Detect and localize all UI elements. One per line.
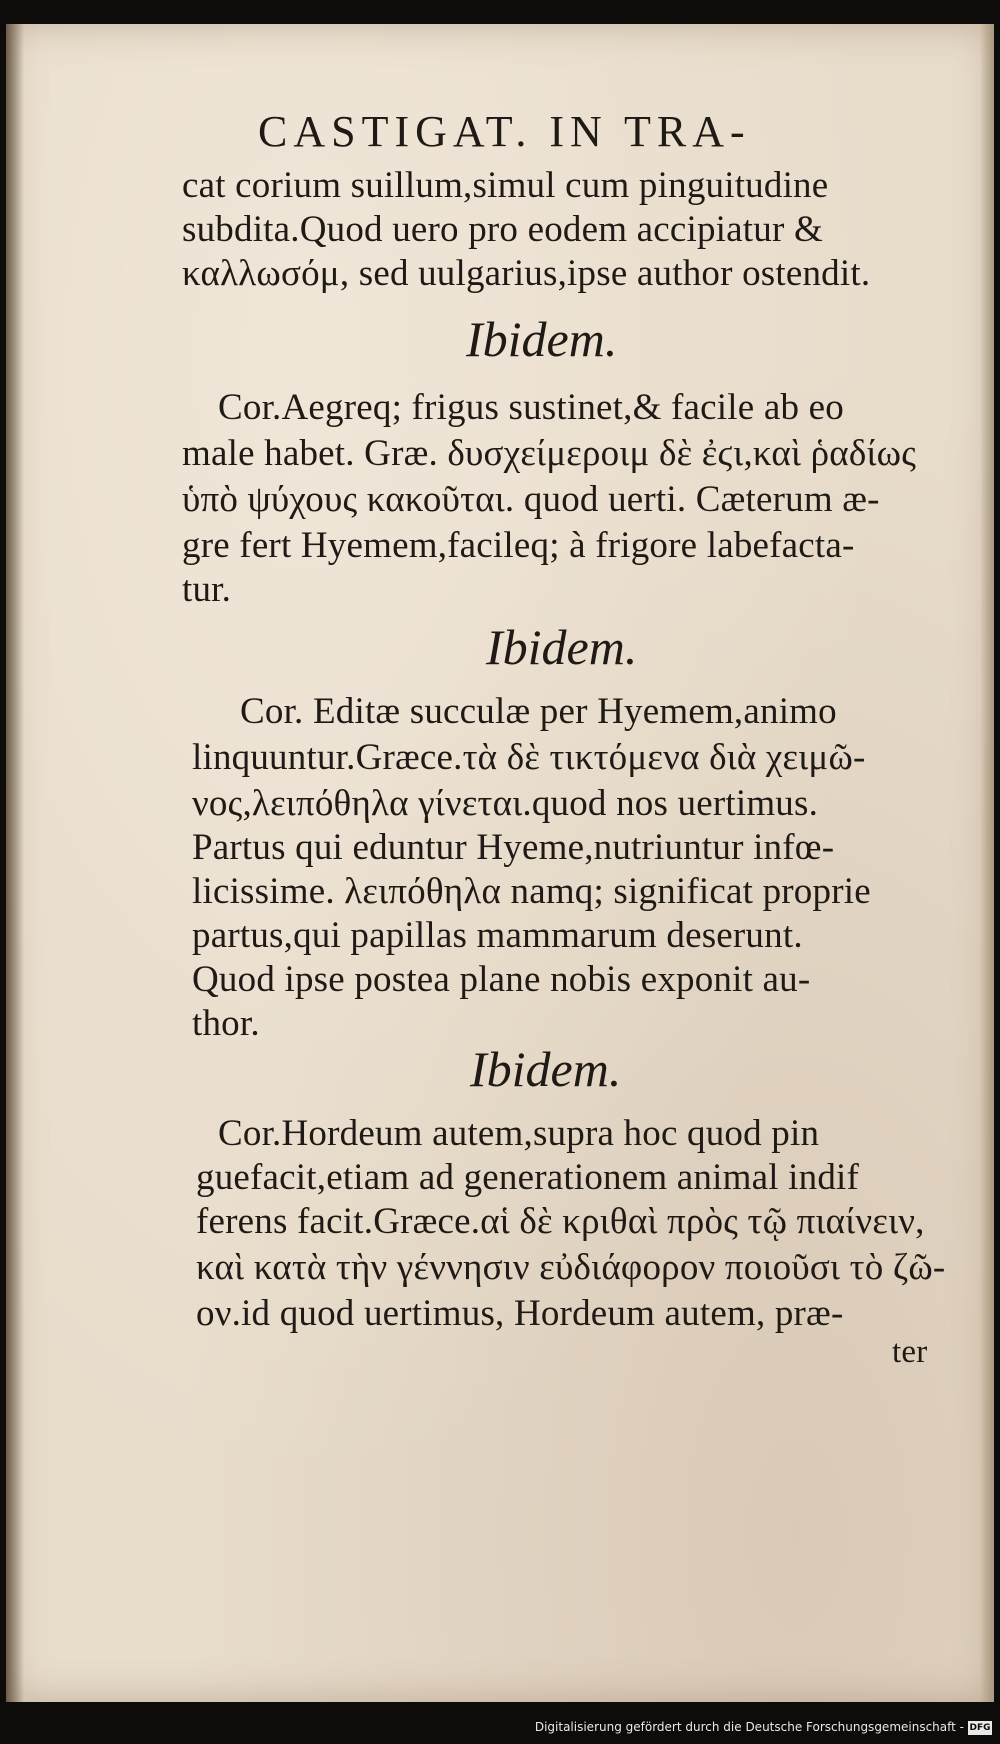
- text-line: ὑπὸ ψύχους κακοῦται. quod uerti. Cæterum æ-: [182, 479, 880, 520]
- catchword: ter: [892, 1334, 928, 1370]
- text-line: Quod ipse postea plane nobis exponit au-: [192, 959, 811, 1000]
- text-line: gre fert Hyemem,facileq; à frigore labefacta-: [182, 525, 855, 566]
- text-line: νος,λειπόθηλα γίνεται.quod nos uertimus.: [192, 783, 819, 824]
- text-line: Cor. Editæ succulæ per Hyemem,animo: [240, 691, 837, 732]
- text-line: καλλωσόμ, sed uulgarius,ipse author ostendit.: [182, 253, 871, 294]
- section-heading: Ibidem.: [486, 619, 638, 675]
- text-line: subdita.Quod uero pro eodem accipiatur &: [182, 209, 823, 250]
- text-line: Cor.Aegreq; frigus sustinet,& facile ab eo: [218, 387, 844, 428]
- section-heading: Ibidem.: [470, 1041, 622, 1097]
- text-line: Cor.Hordeum autem,supra hoc quod pin: [218, 1113, 820, 1154]
- text-line: partus,qui papillas mammarum deserunt.: [192, 915, 803, 956]
- text-line: male habet. Græ. δυσχείμεροιμ δὲ ἐϛι,καὶ ῥαδίως: [182, 433, 917, 474]
- page-right-edge: [980, 24, 994, 1702]
- dfg-logo-icon[interactable]: DFG: [969, 1723, 991, 1733]
- text-line: guefacit,etiam ad generationem animal indif: [196, 1157, 860, 1198]
- text-line: linquuntur.Græce.τὰ δὲ τικτόμενα διὰ χειμῶ-: [192, 737, 866, 778]
- running-header: CASTIGAT. IN TRA-: [258, 107, 751, 156]
- text-line: thor.: [192, 1003, 260, 1044]
- text-line: καὶ κατὰ τὴν γέννησιν εὐδιάφορον ποιοῦσι τὸ ζῶ-: [196, 1247, 946, 1288]
- text-line: licissime. λειπόθηλα namq; significat proprie: [192, 871, 871, 912]
- text-line: cat corium suillum,simul cum pinguitudine: [182, 165, 829, 206]
- text-line: tur.: [182, 569, 232, 610]
- footer-credit: Digitalisierung gefördert durch die Deutsche Forschungsgemeinschaft -: [534, 1720, 964, 1734]
- text-line: Partus qui eduntur Hyeme,nutriuntur infœ-: [192, 827, 835, 868]
- text-line: ferens facit.Græce.αἱ δὲ κριθαὶ πρὸς τῷ πιαίνειν,: [196, 1201, 925, 1242]
- page-gutter: [6, 24, 24, 1702]
- text-line: ον.id quod uertimus, Hordeum autem, præ-: [196, 1293, 844, 1334]
- section-heading: Ibidem.: [466, 311, 618, 367]
